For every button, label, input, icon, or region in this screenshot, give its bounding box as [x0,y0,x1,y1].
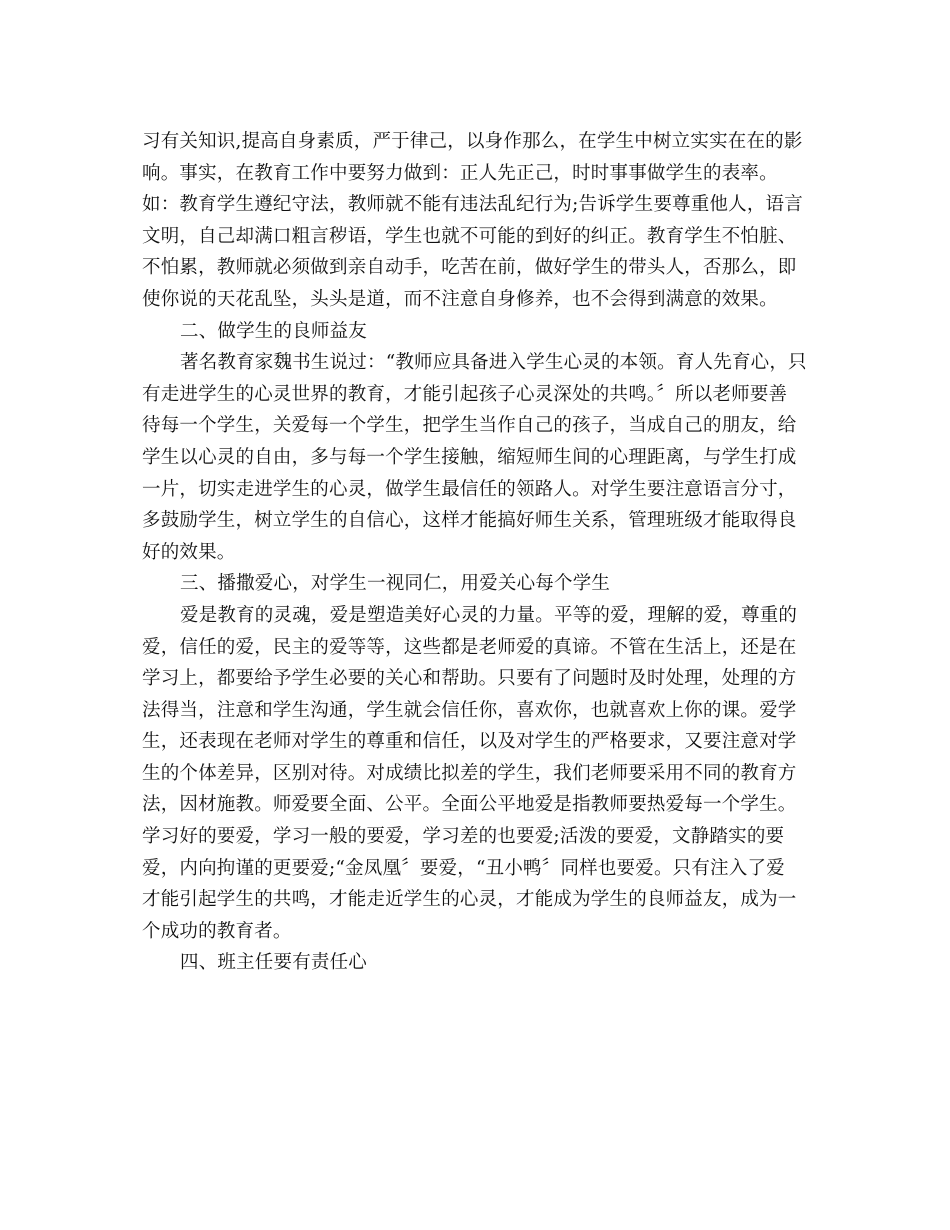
document-body [142,126,806,979]
text-line: 法，因材施教。师爱要全面、公平。全面公平地爱是指教师要热爱每一个学生。 [142,794,797,816]
text-line: 响。事实，在教育工作中要努力做到：正人先正己，时时事事做学生的表率。 [142,162,778,184]
text-line: 多鼓励学生，树立学生的自信心，这样才能搞好师生关系，管理班级才能取得良 [142,510,797,532]
paragraph-start-line: 爱是教育的灵魂，爱是塑造美好心灵的力量。平等的爱，理解的爱，尊重的 [180,604,798,626]
text-line: 待每一个学生，关爱每一个学生，把学生当作自己的孩子，当成自己的朋友，给 [142,415,797,437]
text-line: 法得当，注意和学生沟通，学生就会信任你，喜欢你，也就喜欢上你的课。爱学 [142,699,797,721]
text-line: 文明，自己却满口粗言秽语，学生也就不可能的到好的纠正。教育学生不怕脏、 [142,225,797,247]
text-line: 学生以心灵的自由，多与每一个学生接触，缩短师生间的心理距离，与学生打成 [142,446,797,468]
text-line: 有走进学生的心灵世界的教育，才能引起孩子心灵深处的共鸣。〞所以老师要善 [142,383,788,405]
text-line: 生，还表现在老师对学生的尊重和信任，以及对学生的严格要求，又要注意对学 [142,731,797,753]
text-line: 好的效果。 [142,541,236,563]
paragraph-start-line: 著名教育家魏书生说过：“教师应具备进入学生心灵的本领。育人先育心，只 [180,352,807,374]
text-line: 习有关知识,提高自身素质，严于律己，以身作那么，在学生中树立实实在在的影 [142,131,803,152]
text-line: 生的个体差异，区别对待。对成绩比拟差的学生，我们老师要采用不同的教育方 [142,762,797,784]
text-line: 学习上，都要给予学生必要的关心和帮助。只要有了问题时及时处理，处理的方 [142,668,797,690]
text-line: 不怕累，教师就必须做到亲自动手，吃苦在前，做好学生的带头人，否那么，即 [142,257,797,279]
text-line: 如：教育学生遵纪守法，教师就不能有违法乱纪行为;告诉学生要尊重他人，语言 [142,194,803,216]
text-line: 个成功的教育者。 [142,920,292,942]
text-line: 一片，切实走进学生的心灵，做学生最信任的领路人。对学生要注意语言分寸， [142,478,797,500]
text-line: 爱，信任的爱，民主的爱等等，这些都是老师爱的真谛。不管在生活上，还是在 [142,636,797,658]
text-line: 爱，内向拘谨的更要爱;“金凤凰〞要爱，“丑小鸭〞同样也要爱。只有注入了爱 [142,857,785,879]
paragraph-start-line: 四、班主任要有责任心 [180,952,368,974]
paragraph-start-line: 三、播撒爱心，对学生一视同仁，用爱关心每个学生 [180,573,611,595]
text-line: 学习好的要爱，学习一般的要爱，学习差的也要爱;活泼的要爱，文静踏实的要 [142,826,785,848]
text-line: 使你说的天花乱坠，头头是道，而不注意自身修养，也不会得到满意的效果。 [142,288,778,310]
text-line: 才能引起学生的共鸣，才能走近学生的心灵，才能成为学生的良师益友，成为一 [142,889,797,911]
paragraph-start-line: 二、做学生的良师益友 [180,320,368,342]
